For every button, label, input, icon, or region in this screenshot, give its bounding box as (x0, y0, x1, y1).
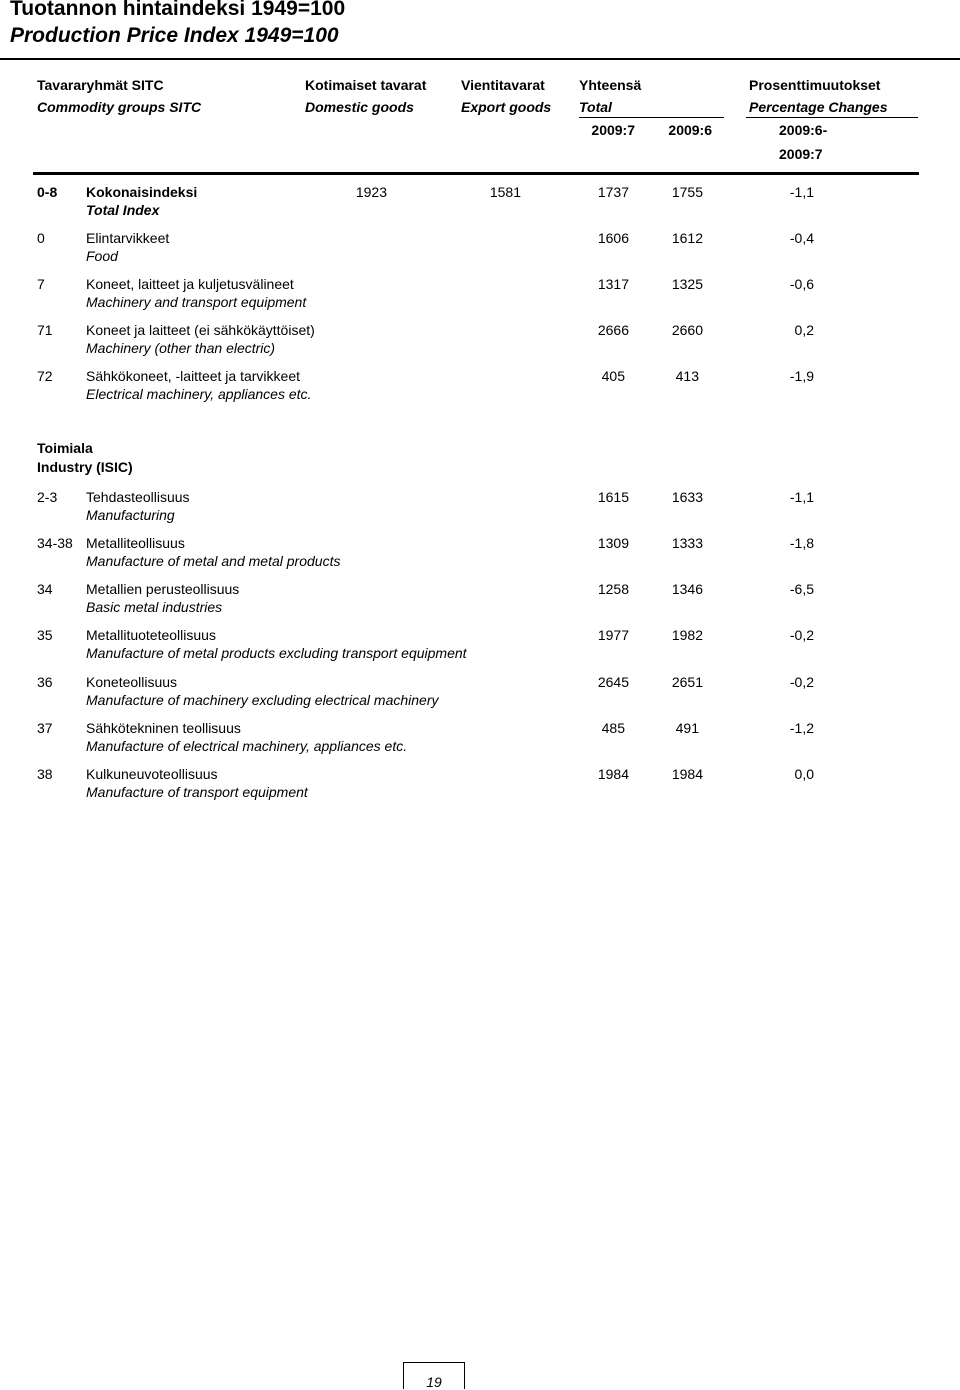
total-underline (579, 117, 724, 118)
total-value-2: 2660 (671, 322, 703, 338)
header-domestic-fi: Kotimaiset tavarat (305, 77, 427, 93)
industry-header-fi: Toimiala (37, 440, 93, 456)
row-label-en: Manufacture of machinery excluding electrical machinery (86, 692, 439, 708)
total-value-2: 1984 (671, 766, 703, 782)
industry-header-en: Industry (ISIC) (37, 459, 133, 475)
row-code: 35 (37, 627, 53, 643)
header-total-en: Total (579, 99, 612, 115)
header-period-2: 2009:6 (668, 122, 712, 138)
total-value-1: 1309 (597, 535, 629, 551)
row-label-en: Manufacture of electrical machinery, appliances etc. (86, 738, 408, 754)
header-commodity-fi: Tavararyhmät SITC (37, 77, 164, 93)
page-title-fi: Tuotannon hintaindeksi 1949=100 (10, 0, 346, 20)
total-value-1: 1615 (597, 489, 629, 505)
row-label-fi: Koneteollisuus (86, 674, 178, 690)
row-code: 37 (37, 720, 53, 736)
row-label-en: Machinery and transport equipment (86, 294, 307, 310)
row-label-en: Machinery (other than electric) (86, 340, 276, 356)
domestic-value: 1923 (355, 184, 387, 200)
header-commodity-en: Commodity groups SITC (37, 99, 202, 115)
header-divider (33, 172, 919, 175)
row-code: 0-8 (37, 184, 58, 200)
row-label-fi: Koneet ja laitteet (ei sähkökäyttöiset) (86, 322, 315, 338)
pct-value: 0,0 (794, 766, 814, 782)
pct-value: -1,8 (789, 535, 814, 551)
row-code: 2-3 (37, 489, 58, 505)
export-value: 1581 (489, 184, 521, 200)
total-value-2: 2651 (671, 674, 703, 690)
row-label-fi: Metallituoteteollisuus (86, 627, 216, 643)
pct-value: -1,2 (789, 720, 814, 736)
header-export-fi: Vientitavarat (461, 77, 545, 93)
pct-value: -1,9 (789, 368, 814, 384)
title-divider (0, 58, 960, 60)
total-value-2: 1325 (671, 276, 703, 292)
row-label-fi: Koneet, laitteet ja kuljetusvälineet (86, 276, 294, 292)
row-code: 71 (37, 322, 53, 338)
header-pct-en: Percentage Changes (749, 99, 888, 115)
total-value-2: 1633 (671, 489, 703, 505)
total-value-1: 2666 (597, 322, 629, 338)
pct-value: -0,6 (789, 276, 814, 292)
row-code: 34-38 (37, 535, 73, 551)
total-value-2: 1982 (671, 627, 703, 643)
header-period-1: 2009:7 (591, 122, 635, 138)
row-label-fi: Sähkötekninen teollisuus (86, 720, 241, 736)
header-export-en: Export goods (461, 99, 552, 115)
row-label-fi: Sähkökoneet, -laitteet ja tarvikkeet (86, 368, 301, 384)
row-label-en: Manufacture of metal and metal products (86, 553, 341, 569)
header-pct-fi: Prosenttimuutokset (749, 77, 881, 93)
total-value-1: 1737 (597, 184, 629, 200)
pct-value: -6,5 (789, 581, 814, 597)
row-label-en: Total Index (86, 202, 160, 218)
row-code: 72 (37, 368, 53, 384)
total-value-2: 1755 (671, 184, 703, 200)
total-value-2: 1333 (671, 535, 703, 551)
row-label-fi: Metalliteollisuus (86, 535, 185, 551)
row-code: 7 (37, 276, 45, 292)
total-value-1: 1258 (597, 581, 629, 597)
row-label-en: Manufacture of metal products excluding transport equipment (86, 645, 467, 661)
header-pct-period-a: 2009:6- (779, 122, 828, 138)
row-label-en: Food (86, 248, 118, 264)
page-number: 19 (426, 1374, 442, 1390)
row-code: 0 (37, 230, 45, 246)
total-value-1: 1977 (597, 627, 629, 643)
pct-value: 0,2 (794, 322, 814, 338)
total-value-1: 1606 (597, 230, 629, 246)
row-label-fi: Elintarvikkeet (86, 230, 170, 246)
row-label-fi: Kulkuneuvoteollisuus (86, 766, 218, 782)
pct-value: -1,1 (789, 489, 814, 505)
row-label-fi: Kokonaisindeksi (86, 184, 198, 200)
row-label-en: Manufacturing (86, 507, 175, 523)
total-value-2: 413 (675, 368, 699, 384)
total-value-1: 405 (601, 368, 625, 384)
row-code: 36 (37, 674, 53, 690)
total-value-1: 2645 (597, 674, 629, 690)
pct-value: -0,2 (789, 627, 814, 643)
pct-underline (746, 117, 918, 118)
row-label-en: Manufacture of transport equipment (86, 784, 308, 800)
total-value-2: 1612 (671, 230, 703, 246)
total-value-1: 1317 (597, 276, 629, 292)
row-code: 34 (37, 581, 53, 597)
total-value-2: 1346 (671, 581, 703, 597)
row-label-fi: Metallien perusteollisuus (86, 581, 240, 597)
row-label-en: Basic metal industries (86, 599, 223, 615)
row-code: 38 (37, 766, 53, 782)
pct-value: -0,2 (789, 674, 814, 690)
pct-value: -1,1 (789, 184, 814, 200)
header-domestic-en: Domestic goods (305, 99, 414, 115)
total-value-2: 491 (675, 720, 699, 736)
pct-value: -0,4 (789, 230, 814, 246)
row-label-fi: Tehdasteollisuus (86, 489, 190, 505)
total-value-1: 485 (601, 720, 625, 736)
page-title-en: Production Price Index 1949=100 (10, 24, 339, 47)
total-value-1: 1984 (597, 766, 629, 782)
row-label-en: Electrical machinery, appliances etc. (86, 386, 312, 402)
header-pct-period-b: 2009:7 (779, 146, 823, 162)
header-total-fi: Yhteensä (579, 77, 642, 93)
